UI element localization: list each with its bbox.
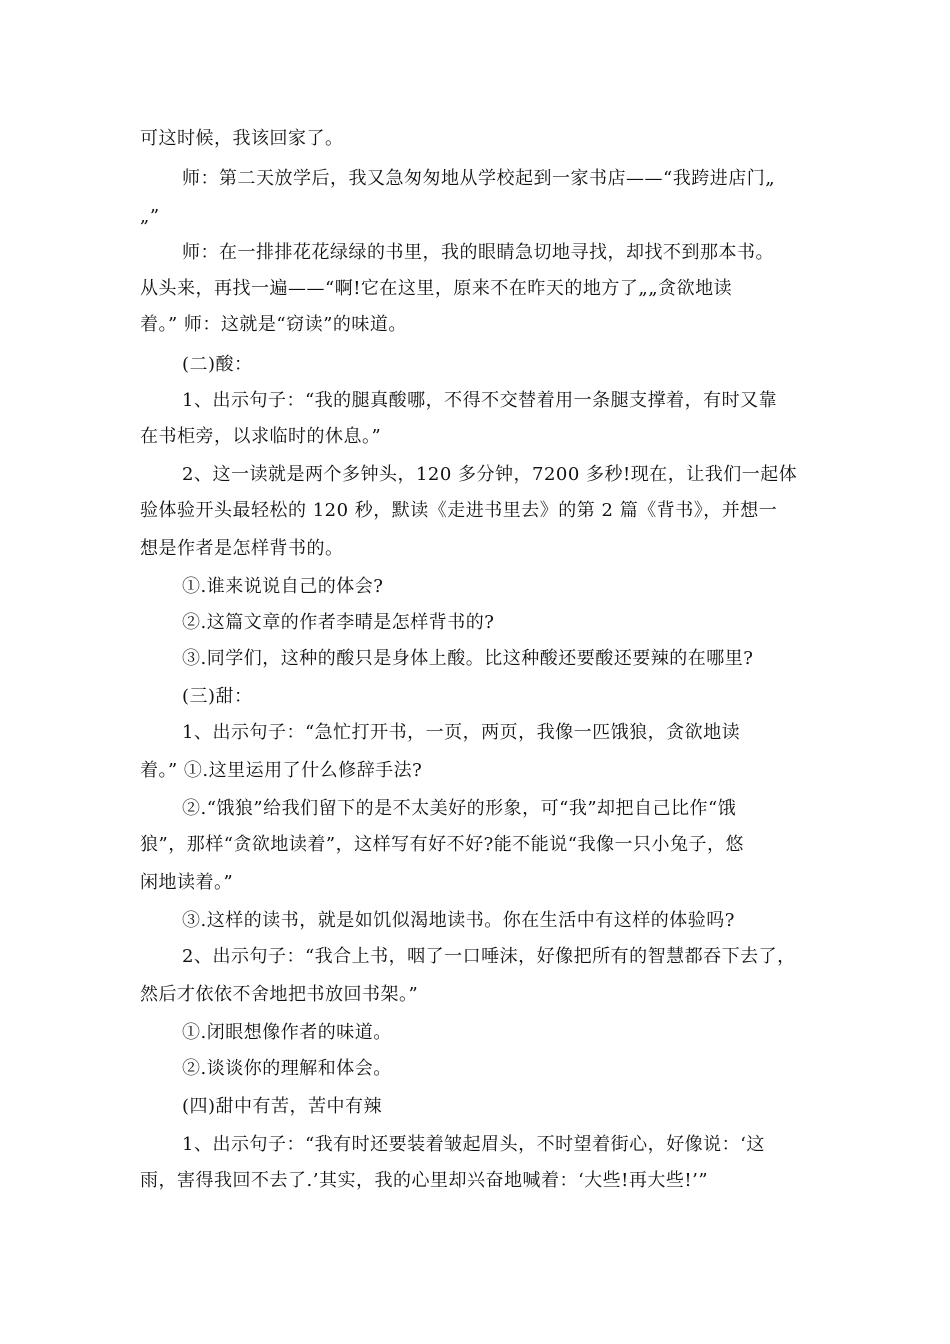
text-line: ①.闭眼想像作者的味道。: [182, 1022, 392, 1043]
text-line: 从头来，再找一遍——“啊!它在这里，原来不在昨天的地方了„„贪欲地读: [140, 278, 733, 299]
text-line: 着。” 师：这就是“窃读”的味道。: [140, 314, 407, 335]
text-line: 闲地读着。”: [140, 872, 234, 893]
text-line: 1、出示句子：“急忙打开书，一页，两页，我像一匹饿狼，贪欲地读: [182, 722, 741, 743]
text-line: 可这时候，我该回家了。: [140, 128, 344, 149]
section-heading: (二)酸：: [182, 354, 253, 375]
text-line: 2、这一读就是两个多钟头，120 多分钟，7200 多秒!现在，让我们一起体: [182, 464, 798, 485]
text-line: 狼”，那样“贪欲地读着”，这样写有好不好?能不能说“我像一只小兔子，悠: [140, 834, 744, 855]
text-line: 师：在一排排花花绿绿的书里，我的眼睛急切地寻找，却找不到那本书。: [182, 242, 774, 263]
section-heading: (三)甜：: [182, 686, 253, 707]
text-line: 然后才依依不舍地把书放回书架。”: [140, 984, 419, 1005]
text-line: „”: [140, 206, 160, 227]
text-line: 1、出示句子：“我的腿真酸哪，不得不交替着用一条腿支撑着，有时又靠: [182, 390, 778, 411]
text-line: 在书柜旁，以求临时的休息。”: [140, 426, 382, 447]
text-line: ②.这篇文章的作者李晴是怎样背书的?: [182, 612, 495, 633]
text-line: ②.谈谈你的理解和体会。: [182, 1058, 392, 1079]
text-line: 验体验开头最轻松的 120 秒，默读《走进书里去》的第 2 篇《背书》，并想一: [140, 500, 778, 521]
text-line: ③.同学们，这种的酸只是身体上酸。比这种酸还要酸还要辣的在哪里?: [182, 648, 754, 669]
text-line: ①.谁来说说自己的体会?: [182, 576, 384, 597]
text-line: 着。” ①.这里运用了什么修辞手法?: [140, 760, 423, 781]
text-line: 雨，害得我回不去了.’其实，我的心里却兴奋地喊着：‘大些!再大些!’”: [140, 1170, 709, 1191]
text-line: 1、出示句子：“我有时还要装着皱起眉头，不时望着街心，好像说：‘这: [182, 1134, 765, 1155]
text-line: 想是作者是怎样背书的。: [140, 538, 344, 559]
text-line: 2、出示句子：“我合上书，咽了一口唾沫，好像把所有的智慧都吞下去了，: [182, 946, 796, 967]
section-heading: (四)甜中有苦，苦中有辣: [182, 1096, 383, 1117]
text-line: ②.“饿狼”给我们留下的是不太美好的形象，可“我”却把自己比作“饿: [182, 798, 737, 819]
text-line: 师：第二天放学后，我又急匆匆地从学校起到一家书店——“我跨进店门„: [182, 168, 776, 189]
text-line: ③.这样的读书，就是如饥似渴地读书。你在生活中有这样的体验吗?: [182, 910, 735, 931]
